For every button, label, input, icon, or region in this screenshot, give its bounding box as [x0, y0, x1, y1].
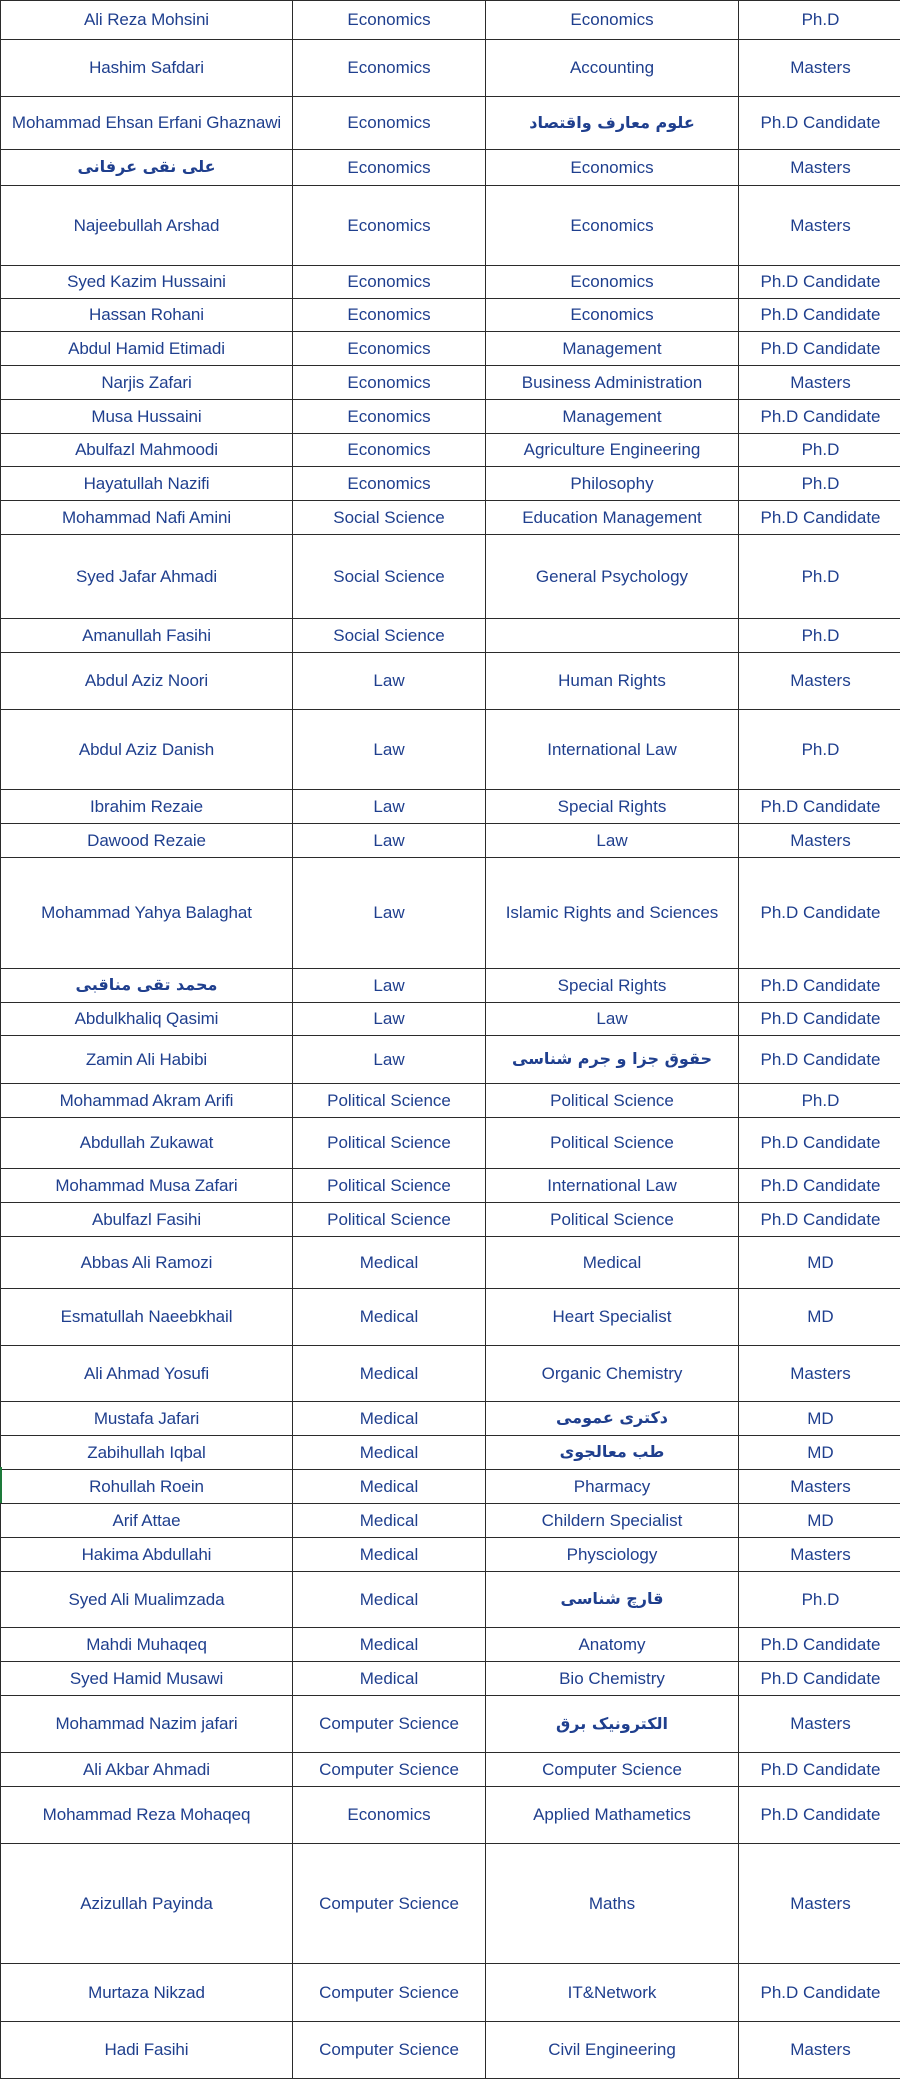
faculty-cell[interactable]: Medical: [293, 1470, 486, 1504]
degree-cell[interactable]: Ph.D Candidate: [739, 969, 900, 1003]
degree-cell[interactable]: MD: [739, 1436, 900, 1470]
table-row: [1, 97, 900, 150]
name-cell[interactable]: محمد تقی مناقبی: [1, 969, 293, 1003]
table-row: [1, 1662, 900, 1696]
degree-cell[interactable]: Ph.D Candidate: [739, 332, 900, 366]
field-cell[interactable]: Philosophy: [486, 467, 739, 501]
degree-cell[interactable]: Masters: [739, 1696, 900, 1753]
faculty-cell[interactable]: Economics: [293, 186, 486, 266]
field-cell[interactable]: Law: [486, 824, 739, 858]
degree-cell[interactable]: Ph.D: [739, 710, 900, 790]
faculty-cell[interactable]: Political Science: [293, 1203, 486, 1237]
name-cell[interactable]: Arif Attae: [1, 1504, 293, 1538]
table-row: [1, 1504, 900, 1538]
field-cell[interactable]: Computer Science: [486, 1753, 739, 1787]
degree-cell[interactable]: Ph.D Candidate: [739, 1662, 900, 1696]
degree-cell[interactable]: Masters: [739, 1538, 900, 1572]
faculty-cell[interactable]: Law: [293, 790, 486, 824]
name-cell[interactable]: Musa Hussaini: [1, 400, 293, 434]
degree-cell[interactable]: Masters: [739, 366, 900, 400]
faculty-cell[interactable]: Economics: [293, 97, 486, 150]
name-cell[interactable]: Azizullah Payinda: [1, 1844, 293, 1964]
table-row: [1, 1, 900, 40]
degree-cell[interactable]: Ph.D Candidate: [739, 790, 900, 824]
degree-cell[interactable]: Ph.D: [739, 467, 900, 501]
name-cell[interactable]: Mohammad Nazim jafari: [1, 1696, 293, 1753]
table-row: [1, 619, 900, 653]
table-row: [1, 400, 900, 434]
field-cell[interactable]: Islamic Rights and Sciences: [486, 858, 739, 969]
name-cell[interactable]: Syed Jafar Ahmadi: [1, 535, 293, 619]
table-row: [1, 150, 900, 186]
faculty-cell[interactable]: Economics: [293, 150, 486, 186]
name-cell[interactable]: Abdul Hamid Etimadi: [1, 332, 293, 366]
table-row: [1, 1572, 900, 1628]
faculty-cell[interactable]: Medical: [293, 1346, 486, 1402]
field-cell[interactable]: Management: [486, 400, 739, 434]
table-row: [1, 1402, 900, 1436]
table-row: [1, 40, 900, 97]
table-row: [1, 501, 900, 535]
degree-cell[interactable]: MD: [739, 1504, 900, 1538]
table-row: [1, 653, 900, 710]
faculty-cell[interactable]: Law: [293, 969, 486, 1003]
name-cell[interactable]: Syed Ali Mualimzada: [1, 1572, 293, 1628]
table-row: [1, 1169, 900, 1203]
field-cell[interactable]: دکتری عمومی: [486, 1402, 739, 1436]
faculty-cell[interactable]: Economics: [293, 1787, 486, 1844]
table-row: [1, 535, 900, 619]
faculty-cell[interactable]: Computer Science: [293, 1844, 486, 1964]
degree-cell[interactable]: Ph.D Candidate: [739, 1787, 900, 1844]
field-cell[interactable]: Special Rights: [486, 969, 739, 1003]
degree-cell[interactable]: Ph.D Candidate: [739, 1753, 900, 1787]
name-cell[interactable]: Hakima Abdullahi: [1, 1538, 293, 1572]
name-cell[interactable]: Syed Kazim Hussaini: [1, 266, 293, 299]
degree-cell[interactable]: Masters: [739, 2022, 900, 2079]
degree-cell[interactable]: MD: [739, 1402, 900, 1436]
name-cell[interactable]: Abdullah Zukawat: [1, 1118, 293, 1169]
field-cell[interactable]: Economics: [486, 299, 739, 332]
degree-cell[interactable]: Masters: [739, 1346, 900, 1402]
degree-cell[interactable]: Ph.D Candidate: [739, 266, 900, 299]
faculty-cell[interactable]: Political Science: [293, 1169, 486, 1203]
degree-cell[interactable]: Ph.D Candidate: [739, 1628, 900, 1662]
table-row: [1, 332, 900, 366]
field-cell[interactable]: General Psychology: [486, 535, 739, 619]
field-cell[interactable]: Bio Chemistry: [486, 1662, 739, 1696]
field-cell[interactable]: Economics: [486, 266, 739, 299]
table-row: [1, 710, 900, 790]
name-cell[interactable]: Mustafa Jafari: [1, 1402, 293, 1436]
faculty-cell[interactable]: Economics: [293, 1, 486, 40]
faculty-cell[interactable]: Economics: [293, 332, 486, 366]
faculty-cell[interactable]: Law: [293, 824, 486, 858]
field-cell[interactable]: Economics: [486, 150, 739, 186]
degree-cell[interactable]: Ph.D Candidate: [739, 1169, 900, 1203]
name-cell[interactable]: Hashim Safdari: [1, 40, 293, 97]
field-cell[interactable]: Law: [486, 1003, 739, 1036]
table-row: [1, 1118, 900, 1169]
degree-cell[interactable]: Ph.D Candidate: [739, 299, 900, 332]
name-cell[interactable]: Ibrahim Rezaie: [1, 790, 293, 824]
field-cell[interactable]: Physciology: [486, 1538, 739, 1572]
field-cell[interactable]: Heart Specialist: [486, 1289, 739, 1346]
field-cell[interactable]: Political Science: [486, 1203, 739, 1237]
field-cell[interactable]: International Law: [486, 1169, 739, 1203]
table-row: [1, 1036, 900, 1084]
table-row: [1, 2022, 900, 2079]
faculty-cell[interactable]: Law: [293, 1003, 486, 1036]
table-row: [1, 1203, 900, 1237]
degree-cell[interactable]: Masters: [739, 186, 900, 266]
name-cell[interactable]: Najeebullah Arshad: [1, 186, 293, 266]
table-row: [1, 266, 900, 299]
degree-cell[interactable]: Ph.D Candidate: [739, 501, 900, 535]
faculty-cell[interactable]: Economics: [293, 400, 486, 434]
degree-cell[interactable]: Masters: [739, 150, 900, 186]
name-cell[interactable]: Abbas Ali Ramozi: [1, 1237, 293, 1289]
field-cell[interactable]: Management: [486, 332, 739, 366]
name-cell[interactable]: Abulfazl Mahmoodi: [1, 434, 293, 467]
table-row: [1, 1003, 900, 1036]
degree-cell[interactable]: Ph.D Candidate: [739, 1203, 900, 1237]
name-cell[interactable]: Narjis Zafari: [1, 366, 293, 400]
faculty-cell[interactable]: Law: [293, 653, 486, 710]
name-cell[interactable]: Mohammad Yahya Balaghat: [1, 858, 293, 969]
field-cell[interactable]: طب معالجوی: [486, 1436, 739, 1470]
table-row: [1, 858, 900, 969]
field-cell[interactable]: Political Science: [486, 1084, 739, 1118]
degree-cell[interactable]: Masters: [739, 1844, 900, 1964]
faculty-cell[interactable]: Medical: [293, 1628, 486, 1662]
table-row: [1, 1844, 900, 1964]
name-cell[interactable]: Mohammad Akram Arifi: [1, 1084, 293, 1118]
degree-cell[interactable]: Ph.D: [739, 1084, 900, 1118]
name-cell[interactable]: Ali Akbar Ahmadi: [1, 1753, 293, 1787]
faculty-cell[interactable]: Economics: [293, 266, 486, 299]
degree-cell[interactable]: Ph.D: [739, 434, 900, 467]
faculty-cell[interactable]: Medical: [293, 1402, 486, 1436]
faculty-cell[interactable]: Economics: [293, 299, 486, 332]
table-row: [1, 1237, 900, 1289]
field-cell[interactable]: Pharmacy: [486, 1470, 739, 1504]
degree-cell[interactable]: Ph.D Candidate: [739, 1964, 900, 2022]
degree-cell[interactable]: Ph.D: [739, 1, 900, 40]
name-cell[interactable]: Hadi Fasihi: [1, 2022, 293, 2079]
name-cell[interactable]: Mohammad Musa Zafari: [1, 1169, 293, 1203]
field-cell[interactable]: Anatomy: [486, 1628, 739, 1662]
name-cell[interactable]: Dawood Rezaie: [1, 824, 293, 858]
faculty-cell[interactable]: Political Science: [293, 1118, 486, 1169]
field-cell[interactable]: الکترونیک برق: [486, 1696, 739, 1753]
table-row: [1, 790, 900, 824]
degree-cell[interactable]: Ph.D: [739, 619, 900, 653]
faculty-cell[interactable]: Medical: [293, 1504, 486, 1538]
field-cell[interactable]: Economics: [486, 186, 739, 266]
name-cell[interactable]: Rohullah Roein: [1, 1470, 293, 1504]
name-cell[interactable]: Syed Hamid Musawi: [1, 1662, 293, 1696]
name-cell[interactable]: Zamin Ali Habibi: [1, 1036, 293, 1084]
faculty-cell[interactable]: Economics: [293, 434, 486, 467]
name-cell[interactable]: Ali Ahmad Yosufi: [1, 1346, 293, 1402]
name-cell[interactable]: Abdulkhaliq Qasimi: [1, 1003, 293, 1036]
degree-cell[interactable]: Ph.D Candidate: [739, 858, 900, 969]
table-row: [1, 969, 900, 1003]
faculty-cell[interactable]: Medical: [293, 1662, 486, 1696]
faculty-cell[interactable]: Computer Science: [293, 1753, 486, 1787]
faculty-cell[interactable]: Computer Science: [293, 1696, 486, 1753]
degree-cell[interactable]: Masters: [739, 824, 900, 858]
name-cell[interactable]: Hayatullah Nazifi: [1, 467, 293, 501]
faculty-cell[interactable]: Medical: [293, 1289, 486, 1346]
field-cell[interactable]: Special Rights: [486, 790, 739, 824]
field-cell[interactable]: Medical: [486, 1237, 739, 1289]
field-cell[interactable]: Maths: [486, 1844, 739, 1964]
faculty-cell[interactable]: Medical: [293, 1436, 486, 1470]
table-row: [1, 1470, 900, 1504]
degree-cell[interactable]: Ph.D: [739, 1572, 900, 1628]
table-body: [1, 1, 900, 2079]
faculty-cell[interactable]: Law: [293, 858, 486, 969]
field-cell[interactable]: Business Administration: [486, 366, 739, 400]
degree-cell[interactable]: MD: [739, 1289, 900, 1346]
degree-cell[interactable]: MD: [739, 1237, 900, 1289]
field-cell[interactable]: Education Management: [486, 501, 739, 535]
table-row: [1, 1696, 900, 1753]
name-cell[interactable]: Abdul Aziz Noori: [1, 653, 293, 710]
degree-cell[interactable]: Masters: [739, 653, 900, 710]
table-row: [1, 1964, 900, 2022]
name-cell[interactable]: Zabihullah Iqbal: [1, 1436, 293, 1470]
faculty-cell[interactable]: Social Science: [293, 619, 486, 653]
table-row: [1, 434, 900, 467]
name-cell[interactable]: علی نقی عرفانی: [1, 150, 293, 186]
degree-cell[interactable]: Masters: [739, 40, 900, 97]
field-cell[interactable]: International Law: [486, 710, 739, 790]
table-row: [1, 1346, 900, 1402]
name-cell[interactable]: Murtaza Nikzad: [1, 1964, 293, 2022]
name-cell[interactable]: Amanullah Fasihi: [1, 619, 293, 653]
field-cell[interactable]: قارچ شناسی: [486, 1572, 739, 1628]
faculty-cell[interactable]: Social Science: [293, 535, 486, 619]
faculty-cell[interactable]: Law: [293, 1036, 486, 1084]
field-cell[interactable]: Applied Mathametics: [486, 1787, 739, 1844]
table-row: [1, 467, 900, 501]
degree-cell[interactable]: Ph.D Candidate: [739, 97, 900, 150]
faculty-cell[interactable]: Law: [293, 710, 486, 790]
name-cell[interactable]: Ali Reza Mohsini: [1, 1, 293, 40]
field-cell[interactable]: Organic Chemistry: [486, 1346, 739, 1402]
table-row: [1, 366, 900, 400]
field-cell[interactable]: [486, 619, 739, 653]
degree-cell[interactable]: Ph.D Candidate: [739, 1118, 900, 1169]
name-cell[interactable]: Mohammad Ehsan Erfani Ghaznawi: [1, 97, 293, 150]
table-row: [1, 1436, 900, 1470]
faculty-cell[interactable]: Medical: [293, 1237, 486, 1289]
cell-selection-marker: [0, 1467, 2, 1503]
name-cell[interactable]: Abdul Aziz Danish: [1, 710, 293, 790]
field-cell[interactable]: حقوق جزا و جرم شناسی: [486, 1036, 739, 1084]
name-cell[interactable]: Mahdi Muhaqeq: [1, 1628, 293, 1662]
name-cell[interactable]: Hassan Rohani: [1, 299, 293, 332]
table-row: [1, 1289, 900, 1346]
table-row: [1, 824, 900, 858]
table-row: [1, 1538, 900, 1572]
field-cell[interactable]: علوم معارف واقتصاد: [486, 97, 739, 150]
faculty-cell[interactable]: Social Science: [293, 501, 486, 535]
table-row: [1, 1753, 900, 1787]
faculty-cell[interactable]: Computer Science: [293, 1964, 486, 2022]
faculty-cell[interactable]: Medical: [293, 1572, 486, 1628]
faculty-cell[interactable]: Economics: [293, 40, 486, 97]
degree-cell[interactable]: Masters: [739, 1470, 900, 1504]
field-cell[interactable]: Accounting: [486, 40, 739, 97]
name-cell[interactable]: Mohammad Nafi Amini: [1, 501, 293, 535]
degree-cell[interactable]: Ph.D Candidate: [739, 1036, 900, 1084]
faculty-cell[interactable]: Medical: [293, 1538, 486, 1572]
field-cell[interactable]: Human Rights: [486, 653, 739, 710]
faculty-cell[interactable]: Economics: [293, 366, 486, 400]
faculty-cell[interactable]: Computer Science: [293, 2022, 486, 2079]
degree-cell[interactable]: Ph.D: [739, 535, 900, 619]
table-row: [1, 1628, 900, 1662]
field-cell[interactable]: Economics: [486, 1, 739, 40]
degree-cell[interactable]: Ph.D Candidate: [739, 400, 900, 434]
field-cell[interactable]: Childern Specialist: [486, 1504, 739, 1538]
field-cell[interactable]: Political Science: [486, 1118, 739, 1169]
field-cell[interactable]: Agriculture Engineering: [486, 434, 739, 467]
name-cell[interactable]: Abulfazl Fasihi: [1, 1203, 293, 1237]
name-cell[interactable]: Mohammad Reza Mohaqeq: [1, 1787, 293, 1844]
degree-cell[interactable]: Ph.D Candidate: [739, 1003, 900, 1036]
faculty-cell[interactable]: Political Science: [293, 1084, 486, 1118]
field-cell[interactable]: Civil Engineering: [486, 2022, 739, 2079]
table-row: [1, 186, 900, 266]
name-cell[interactable]: Esmatullah Naeebkhail: [1, 1289, 293, 1346]
faculty-cell[interactable]: Economics: [293, 467, 486, 501]
table-row: [1, 1084, 900, 1118]
table-row: [1, 299, 900, 332]
field-cell[interactable]: IT&Network: [486, 1964, 739, 2022]
table-row: [1, 1787, 900, 1844]
